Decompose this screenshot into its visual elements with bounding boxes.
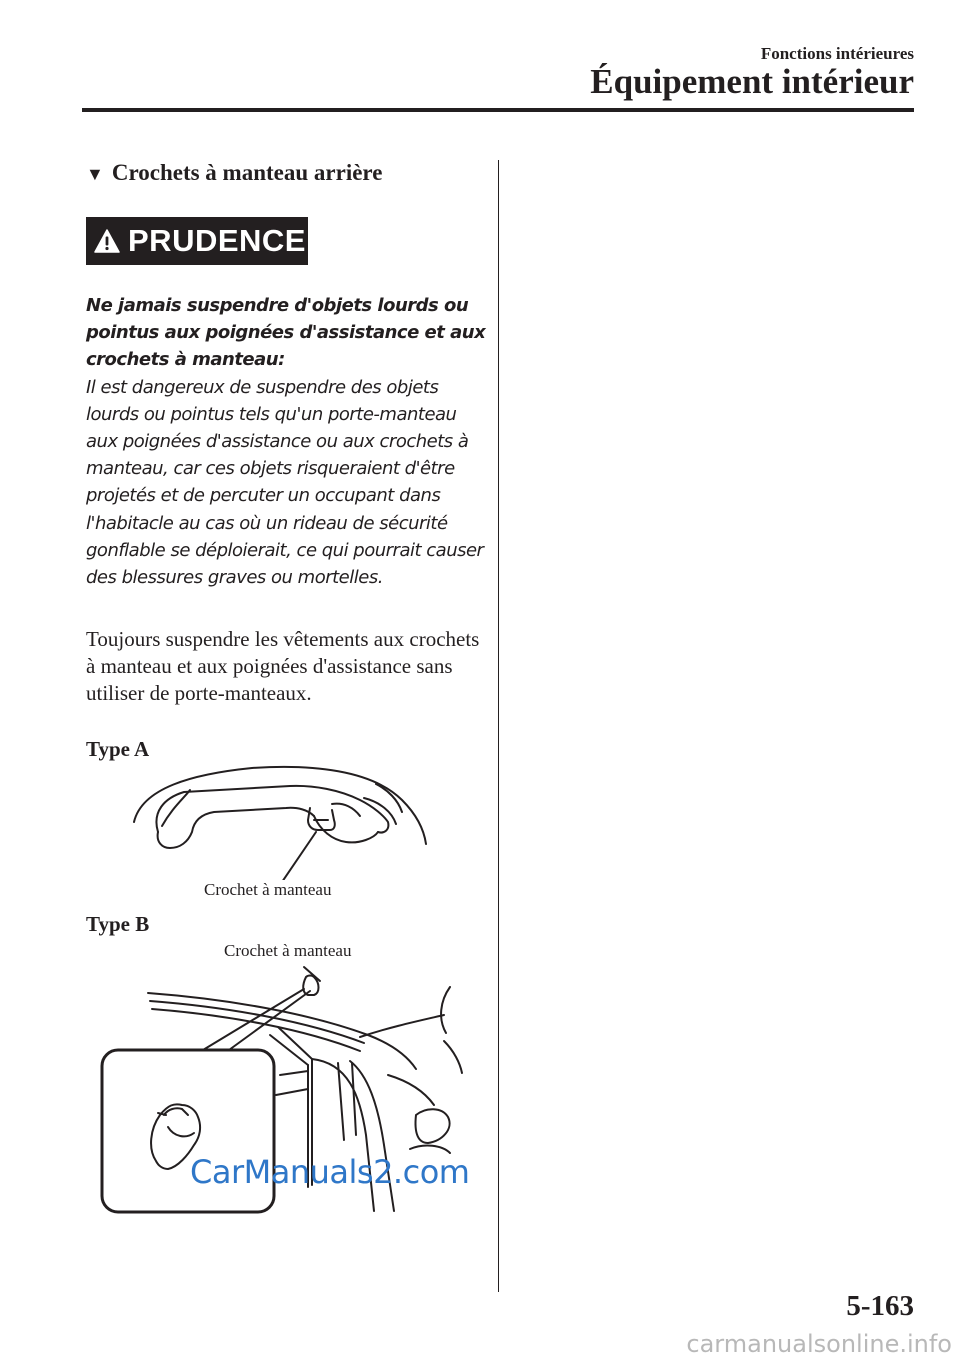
column-divider: [498, 160, 499, 1292]
caution-body: Il est dangereux de suspendre des objets lourds ou pointus tels qu'un porte-manteau aux poignées d'assistance ou aux crochets à manteau, car ces objets risqueraient d'être projetés et de percuter un occupant dans l'habitacle au cas où un rideau de sécurité gonflable se déploierait, ce qui pourrait causer des blessures graves ou mortelles.: [86, 376, 484, 589]
caution-heading: Ne jamais suspendre d'objets lourds ou pointus aux poignées d'assistance et aux crochets à manteau:: [86, 295, 486, 371]
chapter-subtitle: Fonctions intérieures: [760, 44, 914, 63]
section-title: Crochets à manteau arrière: [111, 160, 383, 185]
footer-watermark: carmanualsonline.info: [686, 1330, 952, 1358]
type-a-caption: Crochet à manteau: [204, 880, 332, 899]
type-a-label: Type A: [86, 737, 150, 761]
page-number: 5-163: [846, 1290, 914, 1322]
assist-grip-illustration: [132, 760, 432, 880]
section-heading: [86, 160, 382, 186]
instruction-paragraph: Toujours suspendre les vêtements aux crochets à manteau et aux poignées d'assistance sans utiliser de porte-manteaux.: [86, 627, 480, 705]
watermark: CarManuals2.com: [190, 1153, 470, 1191]
header-rule: [82, 108, 914, 112]
page-title: Équipement intérieur: [590, 62, 914, 101]
type-b-caption: Crochet à manteau: [224, 941, 352, 960]
caution-label: PRUDENCE: [128, 223, 306, 258]
triangle-marker-icon: ▼: [86, 164, 104, 184]
type-b-label: Type B: [86, 912, 150, 936]
caution-badge: [86, 217, 308, 265]
warning-icon: [94, 229, 120, 253]
caution-text: [86, 292, 491, 591]
